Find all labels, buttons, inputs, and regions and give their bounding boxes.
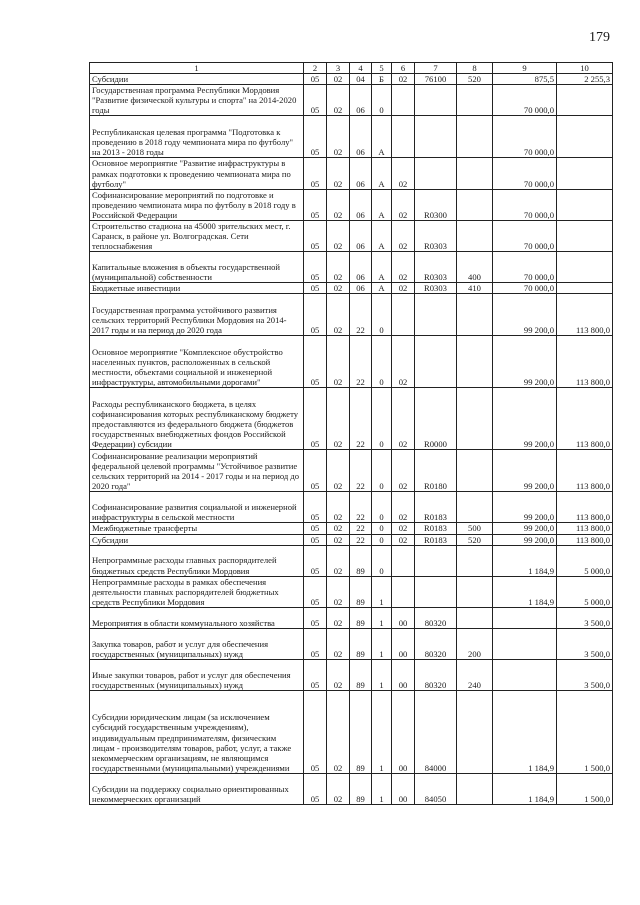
section-code: 05 xyxy=(304,116,327,158)
subsection-code: 02 xyxy=(327,534,350,545)
measure-code xyxy=(392,116,415,158)
program-code: 22 xyxy=(350,534,372,545)
measure-code: 02 xyxy=(392,450,415,492)
expense-type-code xyxy=(457,576,493,607)
row-name: Субсидии на поддержку социально ориентированных некоммерческих организаций xyxy=(90,773,304,804)
direction-code xyxy=(415,85,457,116)
column-header: 4 xyxy=(350,63,372,74)
row-name: Основное мероприятие "Комплексное обустройство населенных пунктов, расположенных в сельской местности, объектами социальной и инженерной инфраструктуры, автомобильными дорогами" xyxy=(90,336,304,388)
subprogram-code: 1 xyxy=(372,773,392,804)
expense-type-code xyxy=(457,116,493,158)
direction-code: R0183 xyxy=(415,534,457,545)
section-code: 05 xyxy=(304,283,327,294)
table-row xyxy=(90,628,613,659)
measure-code: 00 xyxy=(392,607,415,628)
amount-2017: 113 800,0 xyxy=(557,492,613,523)
column-header: 1 xyxy=(90,63,304,74)
subsection-code: 02 xyxy=(327,252,350,283)
program-code: 04 xyxy=(350,74,372,85)
direction-code: 84050 xyxy=(415,773,457,804)
section-code: 05 xyxy=(304,576,327,607)
amount-2016: 1 184,9 xyxy=(493,690,557,773)
amount-2017 xyxy=(557,283,613,294)
direction-code: 80320 xyxy=(415,628,457,659)
expense-type-code xyxy=(457,189,493,220)
row-name: Непрограммные расходы в рамках обеспечения деятельности главных распорядителей бюджетных средств Республики Мордовия xyxy=(90,576,304,607)
column-header: 6 xyxy=(392,63,415,74)
measure-code: 02 xyxy=(392,189,415,220)
section-code: 05 xyxy=(304,158,327,189)
direction-code: 80320 xyxy=(415,659,457,690)
direction-code xyxy=(415,576,457,607)
direction-code: R0303 xyxy=(415,252,457,283)
expense-type-code xyxy=(457,773,493,804)
program-code: 22 xyxy=(350,388,372,450)
amount-2017: 113 800,0 xyxy=(557,450,613,492)
direction-code: R0180 xyxy=(415,450,457,492)
table-row xyxy=(90,659,613,690)
measure-code: 00 xyxy=(392,659,415,690)
section-code: 05 xyxy=(304,492,327,523)
subsection-code: 02 xyxy=(327,283,350,294)
measure-code: 02 xyxy=(392,388,415,450)
subsection-code: 02 xyxy=(327,158,350,189)
table-row xyxy=(90,74,613,85)
row-name: Бюджетные инвестиции xyxy=(90,283,304,294)
program-code: 89 xyxy=(350,690,372,773)
amount-2017 xyxy=(557,116,613,158)
column-header: 7 xyxy=(415,63,457,74)
expense-type-code: 520 xyxy=(457,74,493,85)
expense-type-code xyxy=(457,336,493,388)
table-row xyxy=(90,388,613,450)
section-code: 05 xyxy=(304,773,327,804)
table-row xyxy=(90,576,613,607)
row-name: Иные закупки товаров, работ и услуг для обеспечения государственных (муниципальных) нужд xyxy=(90,659,304,690)
subsection-code: 02 xyxy=(327,294,350,336)
amount-2017: 1 500,0 xyxy=(557,773,613,804)
section-code: 05 xyxy=(304,189,327,220)
subprogram-code: 1 xyxy=(372,607,392,628)
measure-code: 02 xyxy=(392,252,415,283)
column-header: 5 xyxy=(372,63,392,74)
direction-code: 76100 xyxy=(415,74,457,85)
measure-code: 00 xyxy=(392,628,415,659)
amount-2017: 3 500,0 xyxy=(557,659,613,690)
amount-2016: 70 000,0 xyxy=(493,189,557,220)
section-code: 05 xyxy=(304,607,327,628)
program-code: 06 xyxy=(350,221,372,252)
expense-type-code: 200 xyxy=(457,628,493,659)
table-row xyxy=(90,294,613,336)
row-name: Республиканская целевая программа "Подготовка к проведению в 2018 году чемпионата мира по футболу" на 2013 - 2018 годы xyxy=(90,116,304,158)
amount-2016: 1 184,9 xyxy=(493,576,557,607)
table-row xyxy=(90,221,613,252)
table-row xyxy=(90,116,613,158)
amount-2017: 113 800,0 xyxy=(557,523,613,534)
expense-type-code: 520 xyxy=(457,534,493,545)
measure-code xyxy=(392,545,415,576)
row-name: Строительство стадиона на 45000 зрительских мест, г. Саранск, в районе ул. Волгоградская. Сети теплоснабжения xyxy=(90,221,304,252)
subprogram-code: А xyxy=(372,283,392,294)
amount-2016: 99 200,0 xyxy=(493,388,557,450)
expense-type-code xyxy=(457,85,493,116)
budget-table xyxy=(89,62,613,805)
amount-2016: 875,5 xyxy=(493,74,557,85)
table-row xyxy=(90,607,613,628)
row-name: Субсидии xyxy=(90,74,304,85)
measure-code: 02 xyxy=(392,74,415,85)
subsection-code: 02 xyxy=(327,773,350,804)
direction-code: 80320 xyxy=(415,607,457,628)
row-name: Софинансирование реализации мероприятий федеральной целевой программы "Устойчивое развитие сельских территорий на 2014 - 2017 годы и на период до 2020 года" xyxy=(90,450,304,492)
measure-code xyxy=(392,85,415,116)
column-header: 2 xyxy=(304,63,327,74)
section-code: 05 xyxy=(304,534,327,545)
table-row xyxy=(90,545,613,576)
column-header: 10 xyxy=(557,63,613,74)
direction-code xyxy=(415,294,457,336)
direction-code: R0183 xyxy=(415,523,457,534)
row-name: Государственная программа Республики Мордовия "Развитие физической культуры и спорта" на 2014-2020 годы xyxy=(90,85,304,116)
section-code: 05 xyxy=(304,659,327,690)
subsection-code: 02 xyxy=(327,336,350,388)
section-code: 05 xyxy=(304,294,327,336)
program-code: 22 xyxy=(350,523,372,534)
direction-code: R0000 xyxy=(415,388,457,450)
expense-type-code xyxy=(457,158,493,189)
expense-type-code xyxy=(457,545,493,576)
row-name: Непрограммные расходы главных распорядителей бюджетных средств Республики Мордовия xyxy=(90,545,304,576)
subprogram-code: 1 xyxy=(372,628,392,659)
amount-2017 xyxy=(557,189,613,220)
program-code: 22 xyxy=(350,492,372,523)
section-code: 05 xyxy=(304,252,327,283)
expense-type-code: 410 xyxy=(457,283,493,294)
subprogram-code: А xyxy=(372,252,392,283)
program-code: 06 xyxy=(350,252,372,283)
row-name: Софинансирование мероприятий по подготовке и проведению чемпионата мира по футболу в 2018 году в Российской Федерации xyxy=(90,189,304,220)
table-row xyxy=(90,283,613,294)
row-name: Межбюджетные трансферты xyxy=(90,523,304,534)
amount-2016 xyxy=(493,628,557,659)
program-code: 06 xyxy=(350,85,372,116)
amount-2016: 1 184,9 xyxy=(493,545,557,576)
measure-code: 00 xyxy=(392,773,415,804)
subsection-code: 02 xyxy=(327,85,350,116)
subprogram-code: 0 xyxy=(372,294,392,336)
measure-code: 02 xyxy=(392,492,415,523)
expense-type-code xyxy=(457,690,493,773)
table-row xyxy=(90,773,613,804)
column-header: 3 xyxy=(327,63,350,74)
amount-2017: 1 500,0 xyxy=(557,690,613,773)
subsection-code: 02 xyxy=(327,628,350,659)
amount-2017: 113 800,0 xyxy=(557,294,613,336)
header-row xyxy=(90,63,613,74)
table-row xyxy=(90,690,613,773)
section-code: 05 xyxy=(304,450,327,492)
direction-code: R0183 xyxy=(415,492,457,523)
expense-type-code xyxy=(457,388,493,450)
subprogram-code: 0 xyxy=(372,492,392,523)
table-row xyxy=(90,336,613,388)
amount-2017: 5 000,0 xyxy=(557,545,613,576)
subprogram-code: 0 xyxy=(372,336,392,388)
section-code: 05 xyxy=(304,545,327,576)
table-row xyxy=(90,158,613,189)
amount-2017 xyxy=(557,158,613,189)
program-code: 89 xyxy=(350,628,372,659)
program-code: 06 xyxy=(350,283,372,294)
table-row xyxy=(90,523,613,534)
subsection-code: 02 xyxy=(327,492,350,523)
section-code: 05 xyxy=(304,85,327,116)
row-name: Субсидии xyxy=(90,534,304,545)
section-code: 05 xyxy=(304,74,327,85)
amount-2016: 99 200,0 xyxy=(493,336,557,388)
subprogram-code: А xyxy=(372,221,392,252)
table-row xyxy=(90,492,613,523)
section-code: 05 xyxy=(304,221,327,252)
subprogram-code: А xyxy=(372,116,392,158)
amount-2016: 99 200,0 xyxy=(493,450,557,492)
subsection-code: 02 xyxy=(327,189,350,220)
column-header: 8 xyxy=(457,63,493,74)
measure-code: 02 xyxy=(392,283,415,294)
subsection-code: 02 xyxy=(327,388,350,450)
section-code: 05 xyxy=(304,336,327,388)
expense-type-code xyxy=(457,450,493,492)
expense-type-code: 400 xyxy=(457,252,493,283)
measure-code: 02 xyxy=(392,523,415,534)
direction-code xyxy=(415,116,457,158)
subsection-code: 02 xyxy=(327,607,350,628)
program-code: 22 xyxy=(350,450,372,492)
measure-code: 02 xyxy=(392,158,415,189)
row-name: Софинансирование развития социальной и инженерной инфраструктуры в сельской местности xyxy=(90,492,304,523)
program-code: 89 xyxy=(350,545,372,576)
subsection-code: 02 xyxy=(327,523,350,534)
expense-type-code: 240 xyxy=(457,659,493,690)
row-name: Субсидии юридическим лицам (за исключением субсидий государственным учреждениям), индивидуальным предпринимателям, физическим лицам - производителям товаров, работ, услуг, а также некоммерческим организациям, не являющимся государственными (муниципальными) учреждениями xyxy=(90,690,304,773)
subprogram-code: А xyxy=(372,158,392,189)
subprogram-code: 1 xyxy=(372,659,392,690)
amount-2017: 5 000,0 xyxy=(557,576,613,607)
subprogram-code: 0 xyxy=(372,450,392,492)
program-code: 06 xyxy=(350,158,372,189)
column-header: 9 xyxy=(493,63,557,74)
amount-2017 xyxy=(557,221,613,252)
direction-code: R0303 xyxy=(415,221,457,252)
program-code: 22 xyxy=(350,294,372,336)
measure-code xyxy=(392,576,415,607)
amount-2016: 70 000,0 xyxy=(493,252,557,283)
expense-type-code xyxy=(457,221,493,252)
direction-code xyxy=(415,336,457,388)
direction-code xyxy=(415,158,457,189)
program-code: 06 xyxy=(350,116,372,158)
section-code: 05 xyxy=(304,523,327,534)
table-row xyxy=(90,252,613,283)
amount-2017: 113 800,0 xyxy=(557,388,613,450)
direction-code: 84000 xyxy=(415,690,457,773)
subsection-code: 02 xyxy=(327,116,350,158)
subprogram-code: 0 xyxy=(372,388,392,450)
amount-2016: 70 000,0 xyxy=(493,283,557,294)
row-name: Основное мероприятие "Развитие инфраструктуры в рамках подготовки к проведению чемпионата мира по футболу" xyxy=(90,158,304,189)
subsection-code: 02 xyxy=(327,576,350,607)
program-code: 06 xyxy=(350,189,372,220)
amount-2017: 2 255,3 xyxy=(557,74,613,85)
amount-2016: 99 200,0 xyxy=(493,294,557,336)
subprogram-code: 0 xyxy=(372,545,392,576)
row-name: Капитальные вложения в объекты государственной (муниципальной) собственности xyxy=(90,252,304,283)
subprogram-code: 0 xyxy=(372,534,392,545)
subprogram-code: 1 xyxy=(372,576,392,607)
section-code: 05 xyxy=(304,388,327,450)
amount-2016: 99 200,0 xyxy=(493,492,557,523)
table-row xyxy=(90,85,613,116)
table-row xyxy=(90,189,613,220)
row-name: Мероприятия в области коммунального хозяйства xyxy=(90,607,304,628)
amount-2016: 99 200,0 xyxy=(493,523,557,534)
section-code: 05 xyxy=(304,628,327,659)
direction-code: R0303 xyxy=(415,283,457,294)
subsection-code: 02 xyxy=(327,545,350,576)
expense-type-code xyxy=(457,492,493,523)
program-code: 22 xyxy=(350,336,372,388)
row-name: Государственная программа устойчивого развития сельских территорий Республики Мордовия на 2014-2017 годы и на период до 2020 года xyxy=(90,294,304,336)
amount-2017: 3 500,0 xyxy=(557,628,613,659)
subsection-code: 02 xyxy=(327,690,350,773)
direction-code: R0300 xyxy=(415,189,457,220)
amount-2017: 113 800,0 xyxy=(557,336,613,388)
expense-type-code: 500 xyxy=(457,523,493,534)
expense-type-code xyxy=(457,294,493,336)
row-name: Закупка товаров, работ и услуг для обеспечения государственных (муниципальных) нужд xyxy=(90,628,304,659)
direction-code xyxy=(415,545,457,576)
amount-2017: 3 500,0 xyxy=(557,607,613,628)
subprogram-code: 0 xyxy=(372,85,392,116)
program-code: 89 xyxy=(350,773,372,804)
subsection-code: 02 xyxy=(327,74,350,85)
program-code: 89 xyxy=(350,659,372,690)
page-number: 179 xyxy=(589,30,610,45)
measure-code: 02 xyxy=(392,221,415,252)
subsection-code: 02 xyxy=(327,659,350,690)
amount-2016 xyxy=(493,659,557,690)
amount-2016: 70 000,0 xyxy=(493,116,557,158)
section-code: 05 xyxy=(304,690,327,773)
table-row xyxy=(90,450,613,492)
measure-code: 02 xyxy=(392,336,415,388)
subprogram-code: 0 xyxy=(372,523,392,534)
amount-2016: 1 184,9 xyxy=(493,773,557,804)
subsection-code: 02 xyxy=(327,221,350,252)
subprogram-code: А xyxy=(372,189,392,220)
subprogram-code: Б xyxy=(372,74,392,85)
table-row xyxy=(90,534,613,545)
measure-code: 00 xyxy=(392,690,415,773)
program-code: 89 xyxy=(350,576,372,607)
amount-2016 xyxy=(493,607,557,628)
amount-2016: 70 000,0 xyxy=(493,158,557,189)
program-code: 89 xyxy=(350,607,372,628)
subprogram-code: 1 xyxy=(372,690,392,773)
expense-type-code xyxy=(457,607,493,628)
subsection-code: 02 xyxy=(327,450,350,492)
amount-2016: 70 000,0 xyxy=(493,221,557,252)
amount-2017 xyxy=(557,85,613,116)
amount-2016: 70 000,0 xyxy=(493,85,557,116)
measure-code: 02 xyxy=(392,534,415,545)
row-name: Расходы республиканского бюджета, в целях софинансирования которых республиканскому бюджету предоставляются из федерального бюджета (бюджетов государственных внебюджетных фондов Российской Федерации) субсидии xyxy=(90,388,304,450)
measure-code xyxy=(392,294,415,336)
amount-2017 xyxy=(557,252,613,283)
amount-2017: 113 800,0 xyxy=(557,534,613,545)
amount-2016: 99 200,0 xyxy=(493,534,557,545)
